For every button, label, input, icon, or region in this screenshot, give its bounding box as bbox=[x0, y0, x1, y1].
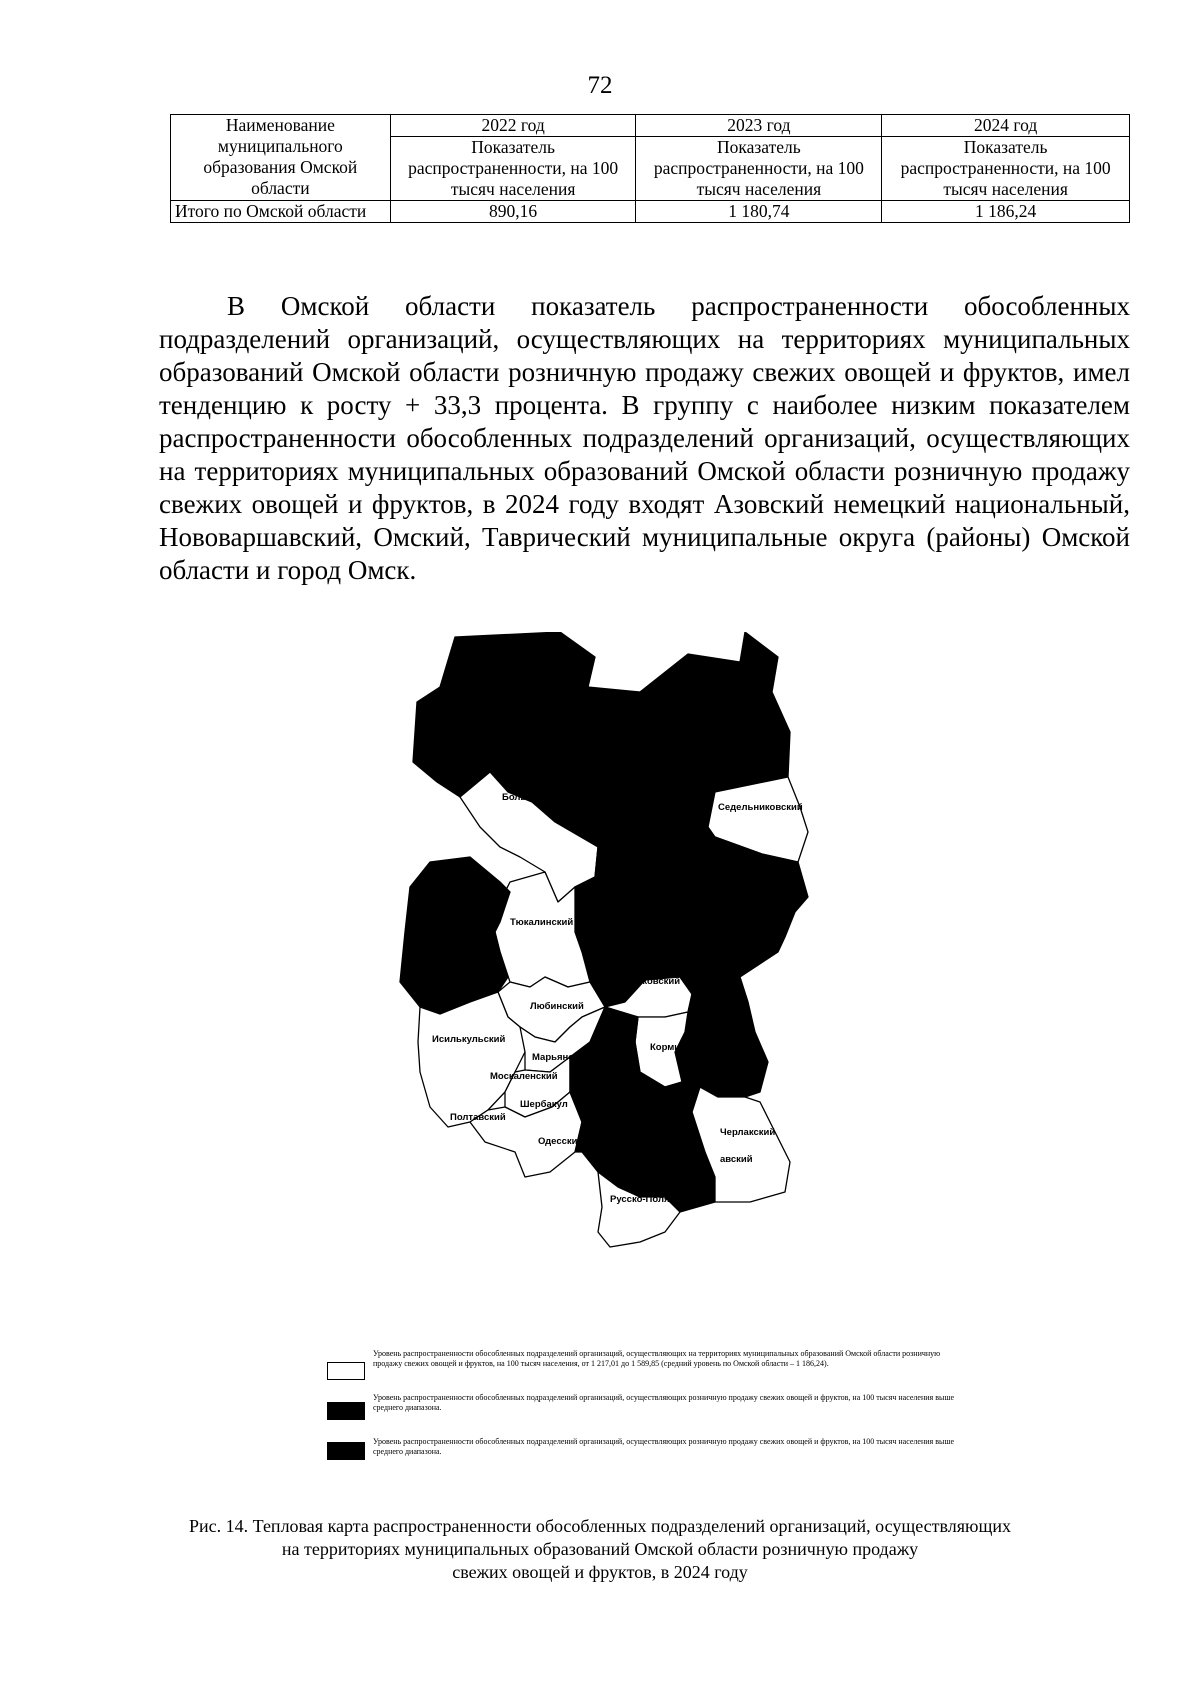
page-number: 72 bbox=[587, 72, 613, 99]
legend-item-above-2 bbox=[327, 1438, 967, 1482]
legend-swatch-black bbox=[327, 1402, 365, 1420]
table-row bbox=[171, 201, 1130, 223]
total-label: Итого по Омской области bbox=[171, 201, 391, 223]
heat-map bbox=[320, 632, 960, 1352]
label-moskalensky: Москаленский bbox=[490, 1071, 558, 1082]
label-cherlaksky: Черлакский bbox=[720, 1127, 776, 1138]
header-indicator-2024: Показатель распространенности, на 100 тысяч населения bbox=[882, 137, 1130, 201]
label-isilkulsky: Исилькульский bbox=[432, 1034, 506, 1045]
legend-swatch-white bbox=[327, 1362, 365, 1380]
header-year-2024: 2024 год bbox=[882, 115, 1130, 137]
map-legend bbox=[327, 1350, 967, 1482]
label-sedelnikovsky: Седельниковский bbox=[718, 802, 803, 813]
label-lyubinsky: Любинский bbox=[530, 1001, 584, 1012]
label-poltavsky: Полтавский bbox=[450, 1112, 506, 1123]
header-year-2022: 2022 год bbox=[390, 115, 636, 137]
label-sherbakulsky: Шербакул bbox=[520, 1099, 568, 1110]
legend-text-above-2: Уровень распространенности обособленных подразделений организаций, осуществляющих розничную продажу свежих овощей и фруктов, на 100 тысяч населения выше среднего диапазона. bbox=[373, 1437, 955, 1456]
header-indicator-2023: Показатель распространенности, на 100 тысяч населения bbox=[636, 137, 882, 201]
legend-text-above: Уровень распространенности обособленных подразделений организаций, осуществляющих розничную продажу свежих овощей и фруктов, на 100 тысяч населения выше среднего диапазона. bbox=[373, 1393, 955, 1412]
total-2023: 1 180,74 bbox=[636, 201, 882, 223]
body-paragraph: В Омской области показатель распространенности обособленных подразделений организаций, осуществляющих на территориях муниципальных образований Омской области розничную продажу свежих овощей и фруктов, имел тенденцию к росту + 33,3 процента. В группу с наиболее низким показателем распространенности обособленных подразделений организаций, осуществляющих на территориях муниципальных образований Омской области розничную продажу свежих овощей и фруктов, в 2024 году входят Азовский немецкий национальный, Нововаршавский, Омский, Таврический муниципальные округа (районы) Омской области и город Омск. bbox=[159, 291, 1130, 585]
label-russko-polyansky: Русско-Полянск bbox=[610, 1194, 686, 1205]
caption-line-1: Рис. 14. Тепловая карта распространенности обособленных подразделений организаций, осуществляющих bbox=[189, 1516, 1011, 1536]
label-gorkovsky: Горьковский bbox=[620, 976, 681, 987]
legend-item-above bbox=[327, 1394, 967, 1438]
header-indicator-2022: Показатель распространенности, на 100 тысяч населения bbox=[390, 137, 636, 201]
label-tyukalinsky: Тюкалинский bbox=[510, 917, 574, 928]
label-pavlogradsky: авский bbox=[720, 1154, 753, 1165]
figure-caption bbox=[150, 1515, 1050, 1584]
header-municipality: Наименование муниципального образования Омской области bbox=[171, 115, 391, 201]
statistics-table bbox=[170, 114, 1130, 223]
legend-item-average bbox=[327, 1350, 967, 1394]
total-2024: 1 186,24 bbox=[882, 201, 1130, 223]
legend-swatch-black-2 bbox=[327, 1442, 365, 1460]
label-kormilovsky: Корми bbox=[650, 1042, 681, 1053]
caption-line-2: на территориях муниципальных образований Омской области розничную продажу bbox=[281, 1539, 919, 1559]
total-2022: 890,16 bbox=[390, 201, 636, 223]
header-year-2023: 2023 год bbox=[636, 115, 882, 137]
caption-line-3: свежих овощей и фруктов, в 2024 году bbox=[452, 1562, 748, 1582]
label-odessky: Одесский bbox=[538, 1136, 584, 1147]
label-maryanovsky: Марьяновс bbox=[532, 1052, 585, 1063]
label-bolsheukovsky: Большеуковский bbox=[502, 792, 583, 803]
table-header-row bbox=[171, 115, 1130, 137]
region-west-black bbox=[400, 857, 510, 1014]
legend-text-average: Уровень распространенности обособленных подразделений организаций, осуществляющих на территориях муниципальных образований Омской области розничную продажу свежих овощей и фруктов, на 100 тысяч населения, от 1 217,01 до 1 589,85 (средний уровень по Омской области – 1 186,24). bbox=[373, 1349, 941, 1368]
